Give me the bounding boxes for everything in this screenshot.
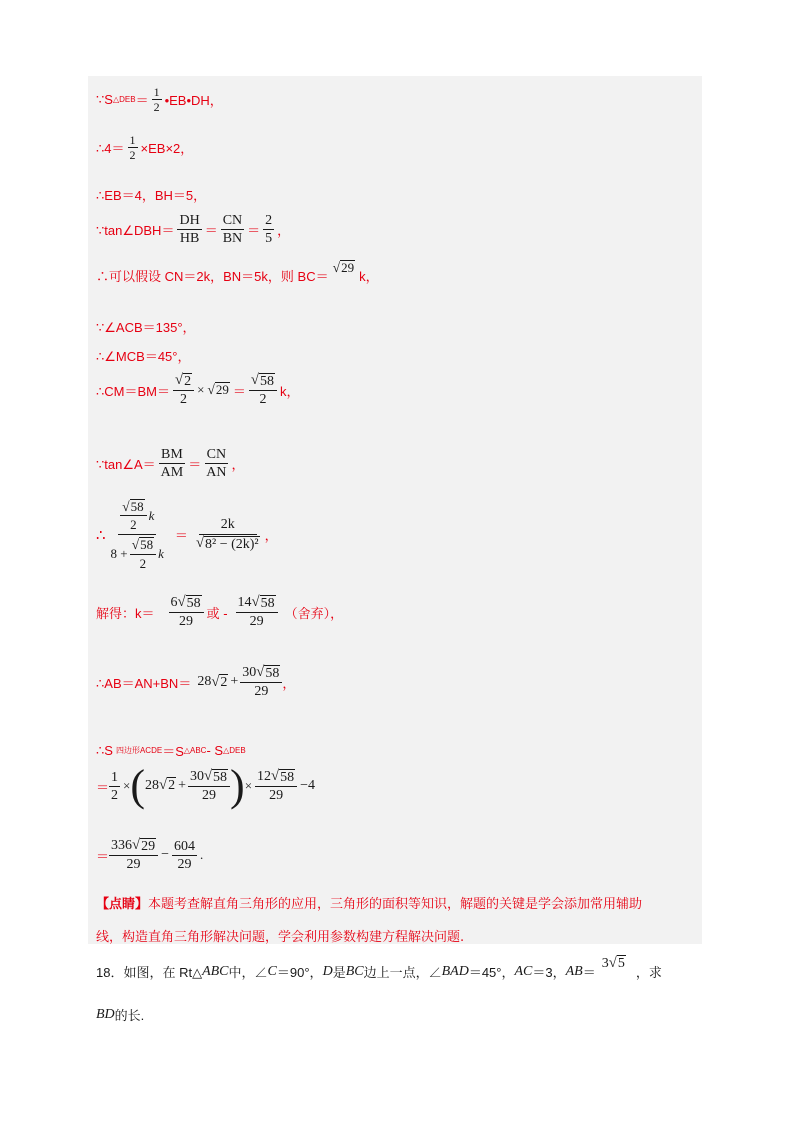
complex-fraction: √ 58 2 k 8 + √ 58 2 k: [110, 499, 164, 571]
text: ，: [282, 675, 296, 691]
math-var: BD: [96, 1006, 115, 1022]
text: ∵S: [96, 91, 113, 107]
ab-expression: 28 √ 2 + 30 √ 58 29: [197, 665, 282, 699]
sqrt-29: √ 29: [207, 382, 229, 398]
line-assume-cn-bn: [96, 259, 379, 285]
fraction-604-over-29: $\frac{604}{29}$: [173, 838, 195, 872]
math-var: ABC: [202, 963, 229, 979]
comment-text: 本题考查解直角三角形的应用，三角形的面积等知识，解题的关键是学会添加常用辅助: [148, 897, 643, 912]
math-var: C: [267, 963, 277, 979]
text: ＝90°，: [276, 965, 323, 980]
text: ，: [264, 528, 278, 544]
line-eb-bh: [96, 185, 206, 204]
text: ＝: [247, 223, 261, 238]
text: ＝: [582, 965, 596, 980]
comment-tag: 【点睛】: [96, 897, 149, 912]
question-18-line-1: [96, 955, 662, 981]
text: ∴EB＝4，BH＝5，: [96, 188, 207, 203]
text: 中，∠: [228, 965, 268, 980]
line-area-result: [96, 838, 203, 872]
text: •EB•DH，: [164, 93, 223, 108]
math-var: AC: [514, 963, 533, 979]
subscript: △DEB: [112, 95, 136, 104]
times: ×: [244, 778, 253, 793]
fraction-cn-an: $\frac{CN}{AN}$: [206, 447, 227, 480]
text: ＝: [204, 223, 218, 238]
fraction-bm-am: $\frac{BM}{AM}$: [160, 447, 184, 480]
math-var: BAD: [441, 963, 469, 979]
text: k，: [279, 383, 300, 399]
text: 是: [332, 965, 346, 980]
minus: −: [161, 847, 169, 863]
line-acb: [96, 317, 196, 336]
fraction-6sqrt58-over-29: 6 √ 58 29: [169, 595, 204, 629]
text: ＝: [135, 93, 149, 108]
fraction-14sqrt58-over-29: 14 √ 58 29: [236, 595, 278, 629]
text: 的长.: [114, 1008, 145, 1023]
fraction-half: $\frac{1}{2}$: [153, 85, 160, 114]
text: ∵tan∠DBH＝: [96, 223, 175, 238]
paren-content: 28 √ 2 + 30 √ 58 29: [145, 769, 230, 803]
text: ＝: [232, 383, 246, 399]
line-cm-bm: [96, 373, 300, 407]
text: ，: [231, 457, 245, 472]
fraction-half: $\frac{1}{2}$: [111, 769, 119, 803]
left-paren: (: [130, 761, 146, 810]
text: - S: [206, 743, 224, 758]
subscript: △DEB: [223, 746, 246, 755]
fraction-dh-hb: $\frac{DH}{HB}$: [179, 213, 200, 246]
fraction-12sqrt58-over-29: 12 √ 58 29: [255, 769, 297, 803]
text: （舍弃），: [284, 605, 344, 621]
text: ∴S: [96, 742, 113, 758]
text: ∴4＝: [96, 141, 125, 156]
text: ＝S: [162, 744, 184, 759]
text: ，求: [635, 965, 662, 980]
text: ＝: [96, 779, 110, 795]
line-area-acde: [96, 741, 246, 760]
text: ∴CM＝BM＝: [96, 383, 170, 399]
fraction-cn-bn: $\frac{CN}{BN}$: [222, 213, 243, 246]
line-ab: [96, 665, 295, 699]
text: ∴: [96, 526, 106, 544]
line-equation: [96, 499, 278, 571]
text: ＝45°，: [468, 965, 515, 980]
comment-line-2: [96, 926, 464, 945]
line-mcb: [96, 346, 190, 365]
line-area-calc: [96, 761, 316, 810]
comment-text: 线，构造直角三角形解决问题，学会利用参数构建方程解决问题.: [96, 930, 465, 945]
text: 或 -: [206, 605, 228, 621]
times: ×: [123, 778, 131, 793]
fraction-half: $\frac{1}{2}$: [129, 133, 136, 162]
fraction-sqrt2-over-2: √ 2 2: [173, 373, 194, 407]
text: 解得：k＝: [96, 605, 155, 621]
text: ∵tan∠A＝: [96, 457, 156, 472]
line-solve-k: [96, 595, 343, 629]
period: .: [199, 847, 204, 863]
fraction-two-fifths: $\frac{2}{5}$: [265, 213, 273, 246]
math-var: BC: [345, 963, 364, 979]
text: k，: [359, 269, 379, 284]
text: ＝: [188, 457, 202, 472]
text: 18．如图，在 Rt△: [96, 965, 203, 980]
times: ×: [197, 382, 205, 398]
text: 边上一点，∠: [363, 965, 442, 980]
three-sqrt5: 3 √ 5: [601, 955, 625, 971]
line-tan-a: [96, 447, 245, 480]
fraction-sqrt58-over-2: √ 58 2: [249, 373, 277, 407]
subscript: 四边形ACDE: [115, 746, 163, 755]
subscript: △ABC: [183, 746, 207, 755]
line-tan-dbh: [96, 213, 290, 246]
right-paren: ): [230, 761, 245, 810]
line-area-deb: [96, 86, 223, 113]
text: ∴∠MCB＝45°，: [96, 349, 191, 364]
line-solve-4: [96, 134, 193, 161]
sqrt-29: √ 29: [332, 259, 355, 275]
text: ＝3，: [532, 965, 566, 980]
text: ，: [277, 223, 291, 238]
text: ＝: [174, 528, 188, 544]
fraction-2k-over-root: 2k √ 8² − (2k)²: [195, 517, 259, 553]
comment-line-1: [96, 893, 642, 912]
math-var: AB: [565, 963, 583, 979]
text: ∵∠ACB＝135°，: [96, 320, 196, 335]
text: ×EB×2，: [140, 141, 194, 156]
minus-four: −4: [300, 778, 316, 793]
question-18-line-2: [96, 1005, 144, 1024]
text: ∴可以假设 CN＝2k，BN＝5k，则 BC＝: [96, 269, 329, 284]
fraction-336sqrt29-over-29: 336 √ 29 29: [109, 838, 158, 872]
text: ＝: [96, 848, 110, 864]
math-var: D: [322, 963, 333, 979]
text: ∴AB＝AN+BN＝: [96, 675, 192, 691]
